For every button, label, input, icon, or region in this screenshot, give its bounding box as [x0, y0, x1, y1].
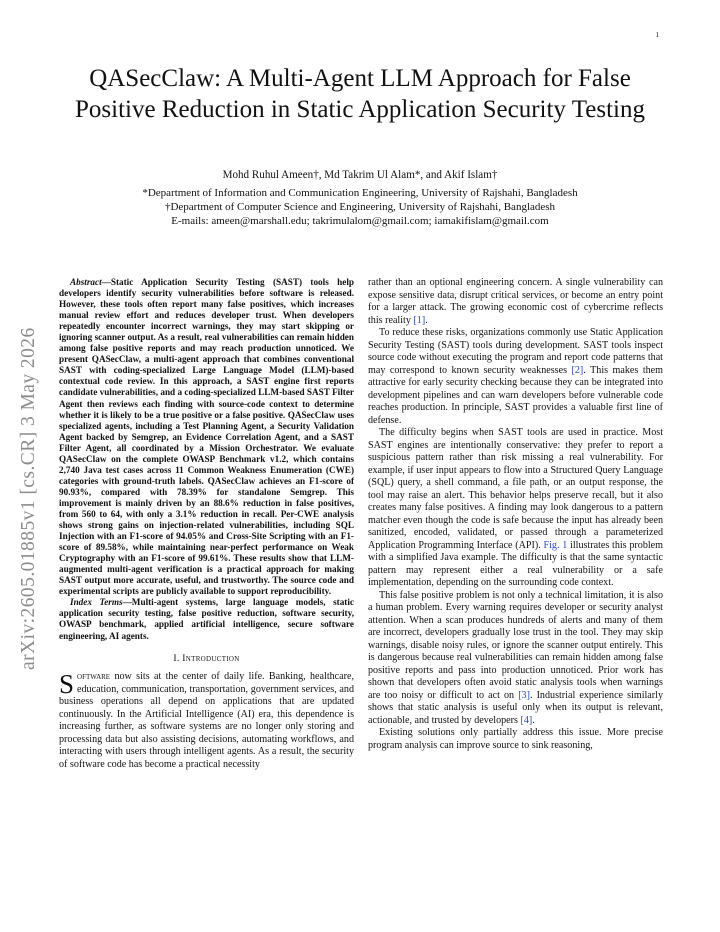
author-list: Mohd Ruhul Ameen†, Md Takrim Ul Alam*, and Akif Islam† — [222, 169, 498, 181]
affiliations — [60, 186, 660, 228]
intro-paragraph-3 — [368, 427, 663, 590]
left-column — [59, 277, 354, 771]
intro-paragraph-4 — [368, 590, 663, 728]
intro-paragraph-2 — [368, 327, 663, 427]
lead-caps: oftware — [77, 671, 111, 683]
paragraph-text: . Industrial experience similarly shows that static analysis is useful only when its output is relevant, actionable, and trusted by developers — [368, 689, 664, 726]
paragraph-text: . This makes them attractive for early security checking because they can be integrated into development pipelines and can warn developers before vulnerable code reaches production. In principle, SAST provides a valuable first line of defense. — [368, 364, 664, 426]
abstract-label: Abstract — [70, 277, 102, 287]
intro-paragraph-5: Existing solutions only partially address this issue. More precise program analysis can improve source to sink reasoning, — [368, 727, 663, 751]
paragraph-text: . — [532, 714, 535, 726]
section-number: I. — [173, 652, 180, 664]
citation-link[interactable]: [3] — [518, 689, 530, 701]
affiliation-cse: †Department of Computer Science and Engineering, University of Rajshahi, Bangladesh — [164, 201, 556, 213]
drop-cap: S — [59, 669, 75, 700]
abstract-text: —Static Application Security Testing (SAST) tools help developers identify security vulnerabilities before software is released. However, these tools often report many false positives, which increases manual review effort and reduces developer trust. When developers repeatedly encounter incorrect warnings, they may start skipping or ignoring scanner output. As a result, real vulnerabilities can remain hidden among false positive reports and may reach production unnoticed. We present QASecClaw, a multi-agent approach that combines conventional SAST with coding-specialized Large Language Model (LLM)-based contextual code review. In this approach, a SAST engine first reports candidate vulnerabilities, and a coding-specialized LLM-based SAST Filter Agent then reviews each finding with source-code context to determine whether it is likely to be a true positive or a false positive. QASecClaw uses specialized agents, including a Test Planning Agent, a Security Validation Agent backed by Semgrep, an Evidence Correlation Agent, and a SAST Filter Agent, all coordinated by a Mission Orchestrator. We evaluate QASecClaw on the complete OWASP Benchmark v1.2, which contains 2,740 Java test cases across 11 Common Weakness Enumeration (CWE) categories with ground-truth labels. QASecClaw achieves an F1-score of 90.93%, compared with 78.39% for standalone Semgrep. This improvement is mainly driven by an 88.6% reduction in false positives, from 560 to 64, with only a 3.1% reduction in recall. Per-CWE analysis shows strong gains on injection-related vulnerabilities, including SQL Injection with an F1-score of 94.05% and Cross-Site Scripting with an F1-score of 89.58%, while maintaining near-perfect performance on Weak Cryptography with an F1-score of 99.61%. These results show that LLM-augmented multi-agent verification is a practical approach for making SAST output more accurate, useful, and trustworthy. The source code and experimental scripts are publicly available to support reproducibility. — [59, 277, 354, 597]
affiliation-ice: *Department of Information and Communication Engineering, University of Rajshahi, Bangladesh — [142, 187, 578, 199]
index-terms-label: Index Terms — [70, 597, 123, 608]
figure-reference-link[interactable]: Fig. 1 — [543, 539, 568, 551]
paragraph-text: To reduce these risks, organizations commonly use Static Application Security Testing (SAST) tools during development. SAST tools inspect source code without executing the program and report code patterns that may correspond to known security weaknesses — [368, 327, 663, 376]
paragraph-text: This false positive problem is not only a technical limitation, it is also a human problem. Every warning requires developer or security analyst attention. When a scan produces hundreds of alerts and many of them are incorrect, developers gradually lose trust in the tool. They may skip warnings, disable noisy rules, or ignore the scanner output entirely. This is dangerous because real vulnerabilities can remain hidden among false positive reports and pass into production unnoticed. Prior work has shown that developers often avoid static analysis tools when warnings are too noisy or difficult to act on — [368, 589, 663, 701]
abstract — [59, 277, 354, 597]
paragraph-text: The difficulty begins when SAST tools are used in practice. Most SAST engines are intentionally conservative: they prefer to report a suspicious pattern rather than risk missing a real vulnerability. For example, if user input appears to flow into a Structured Query Language (SQL) query, a shell command, a file path, or an output response, the tool may raise an alert. This behavior helps preserve recall, but it also creates many false positives. A finding may look dangerous to a pattern matcher even though the code is safe because the input has already been sanitized, encoded, validated, or passed through a parameterized Application Programming Interface (API). — [368, 427, 663, 551]
page-number: 1 — [655, 31, 659, 39]
paragraph-text: . — [425, 314, 428, 326]
citation-link[interactable]: [1] — [413, 314, 426, 326]
paragraph-text: illustrates this problem with a simplified Java example. The difficulty is that the same syntactic pattern may represent either a real vulnerability or a safe implementation, depending on the surrounding code context. — [368, 539, 663, 588]
citation-link[interactable]: [4] — [520, 714, 533, 726]
right-column — [368, 277, 663, 752]
author-emails: E-mails: ameen@marshall.edu; takrimulalom@gmail.com; iamakifislam@gmail.com — [171, 215, 549, 227]
section-heading-introduction — [59, 653, 354, 666]
arxiv-identifier: arXiv:2605.01885v1 [cs.CR] 3 May 2026 — [18, 327, 39, 670]
section-title: Introduction — [182, 652, 240, 664]
citation-link[interactable]: [2] — [571, 364, 584, 376]
index-terms-text: —Multi-agent systems, large language models, static application security testing, false positive reduction, software security, OWASP benchmark, applied artificial intelligence, secure software engineering, AI agents. — [59, 597, 355, 641]
intro-paragraph-1-cont — [368, 277, 663, 327]
paper-title: QASecClaw: A Multi-Agent LLM Approach for False Positive Reduction in Static Application Security Testing — [75, 65, 645, 123]
intro-paragraph-1 — [59, 671, 354, 771]
intro-paragraph-1-text: now sits at the center of daily life. Banking, healthcare, education, communication, transportation, government services, and business operations all depend on applications that are updated continuously. In the Artificial Intelligence (AI) era, this dependence is increasing further, as software systems are no longer only storing and processing data but also assisting decisions, automating workflows, and interacting with users through intelligent agents. As a result, the security of software code has become a practical necessity — [59, 671, 354, 770]
index-terms — [59, 597, 354, 641]
paragraph-text: rather than an optional engineering concern. A single vulnerability can expose sensitive data, disrupt critical services, or become an entry point for a larger attack. The growing economic cost of cybercrime reflects this reality — [368, 277, 663, 326]
